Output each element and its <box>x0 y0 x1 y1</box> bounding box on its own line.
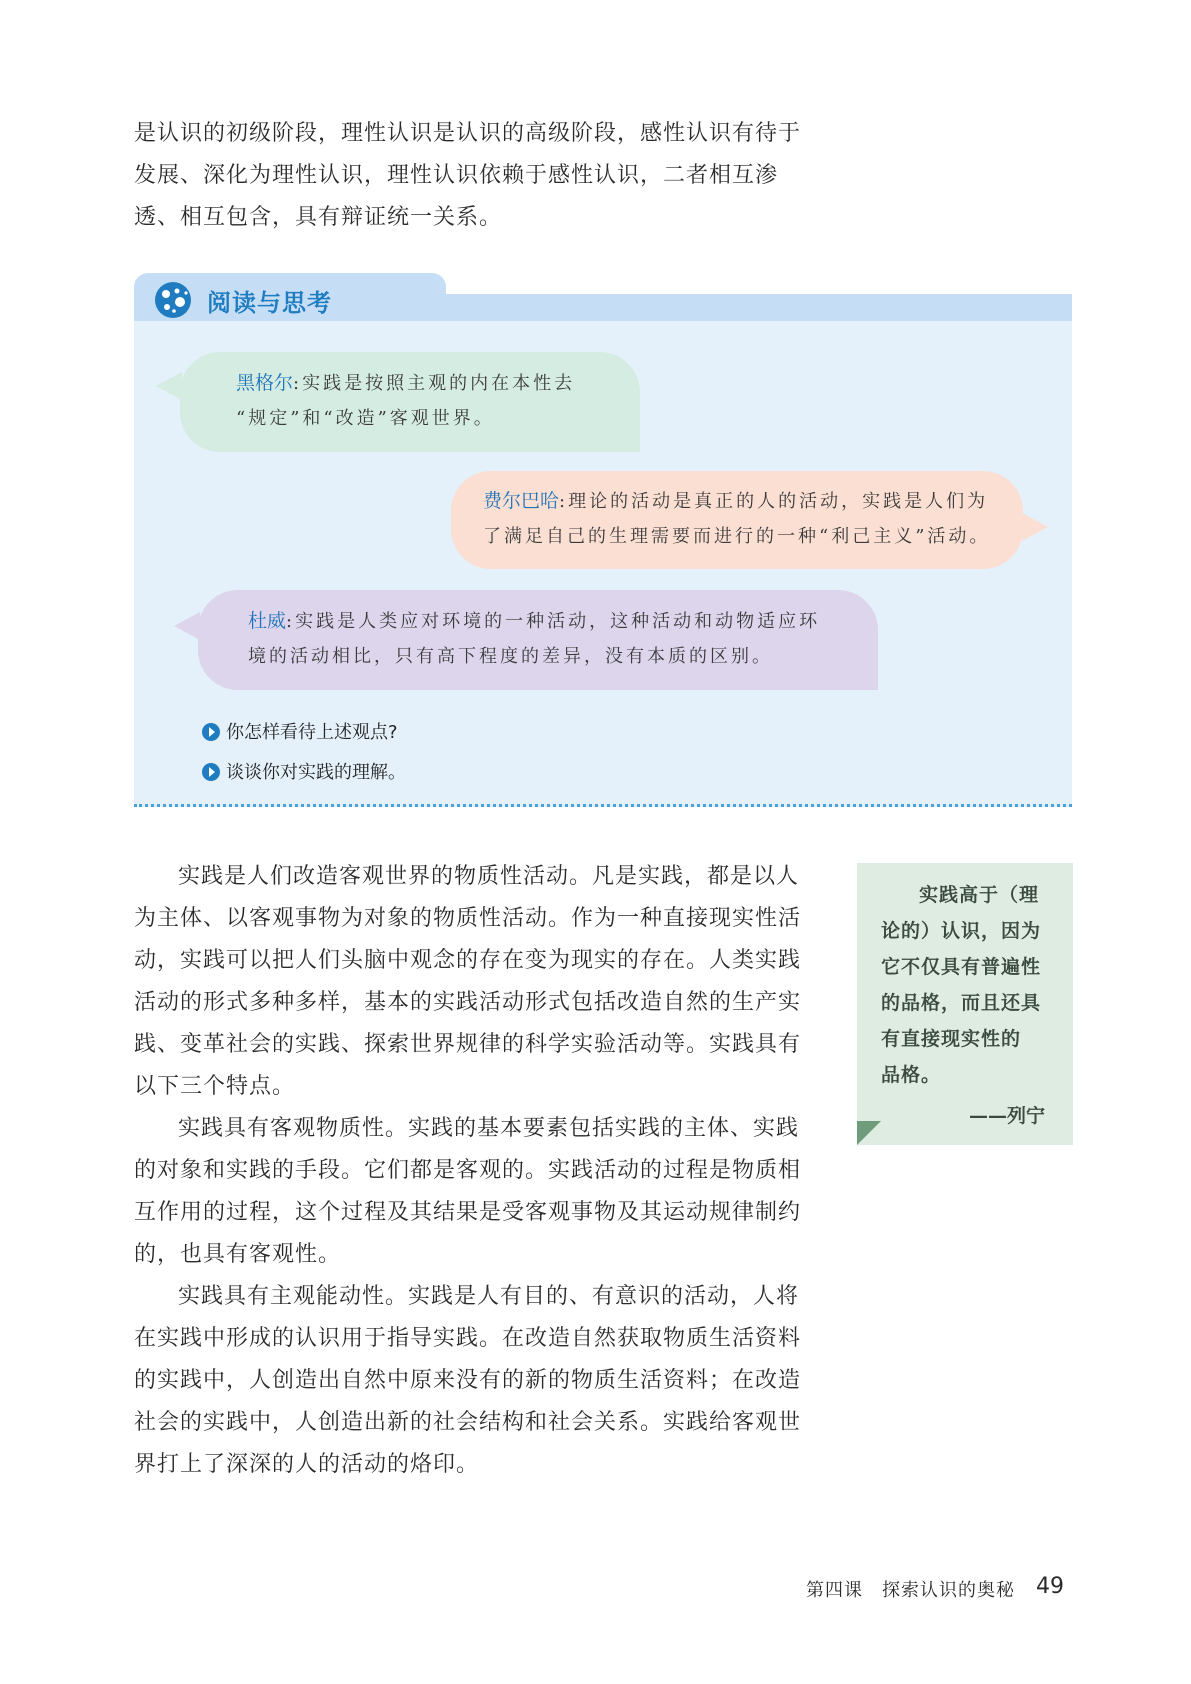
text-line: 为主体、以客观事物为对象的物质性活动。作为一种直接现实性活 <box>134 906 802 931</box>
text-line: 发展、深化为理性认识，理性认识依赖于感性认识，二者相互渗 <box>134 163 779 188</box>
chapter-footer: 第四课 探索认识的奥秘 <box>806 1580 1015 1601</box>
question-text: 你怎样看待上述观点? <box>226 722 398 743</box>
text-line: 的实践中，人创造出自然中原来没有的新的物质生活资料；在改造 <box>134 1368 802 1393</box>
text-line: 以下三个特点。 <box>134 1074 296 1099</box>
speaker-name: 黑格尔 <box>236 372 294 394</box>
bubble-tail <box>174 612 200 640</box>
text-line: 透、相互包含，具有辩证统一关系。 <box>134 205 503 230</box>
quote-bubble-hegel <box>180 352 640 452</box>
main-text <box>134 856 834 1486</box>
text-line: 动，实践可以把人们头脑中观念的存在变为现实的存在。人类实践 <box>134 948 802 973</box>
quote-text: :实践是人类应对环境的一种活动，这种活动和动物适应环 <box>286 611 821 632</box>
discussion-question <box>202 758 406 784</box>
quote-text: :实践是按照主观的内在本性去 <box>293 373 576 394</box>
quote-text: :理论的活动是真正的人的活动，实践是人们为 <box>559 491 989 512</box>
quote-text: 境的活动相比，只有高下程度的差异，没有本质的区别。 <box>248 646 773 667</box>
play-arrow-icon <box>202 723 220 741</box>
quote-line: 品格。 <box>881 1064 942 1086</box>
text-line: 实践是人们改造客观世界的物质性活动。凡是实践，都是以人 <box>178 864 800 889</box>
reading-globe-icon <box>153 280 193 320</box>
side-quote-text <box>881 877 1057 1093</box>
text-line: 活动的形式多种多样，基本的实践活动形式包括改造自然的生产实 <box>134 990 802 1015</box>
quote-text: 了满足自己的生理需要而进行的一种“利己主义”活动。 <box>483 526 991 547</box>
bubble-tail <box>156 372 182 400</box>
text-line: 实践具有客观物质性。实践的基本要素包括实践的主体、实践 <box>178 1116 800 1141</box>
text-line: 社会的实践中，人创造出新的社会结构和社会关系。实践给客观世 <box>134 1410 802 1435</box>
text-line: 实践具有主观能动性。实践是人有目的、有意识的活动，人将 <box>178 1284 800 1309</box>
page-number: 49 <box>1036 1574 1064 1599</box>
text-line: 的对象和实践的手段。它们都是客观的。实践活动的过程是物质相 <box>134 1158 802 1183</box>
quote-bubble-feuerbach <box>451 471 1023 569</box>
play-arrow-icon <box>202 763 220 781</box>
text-line: 的，也具有客观性。 <box>134 1242 342 1267</box>
paragraph <box>134 856 834 1108</box>
quote-line: 它不仅具有普遍性 <box>881 956 1042 978</box>
paragraph <box>134 1276 834 1486</box>
side-quote-box <box>857 863 1073 1145</box>
quote-bubble-dewey <box>198 590 878 690</box>
reading-box-title: 阅读与思考 <box>207 289 332 317</box>
quote-line: 论的）认识，因为 <box>881 920 1042 942</box>
quote-line: 实践高于（理 <box>919 884 1040 906</box>
quote-line: 的品格，而且还具 <box>881 992 1042 1014</box>
page-fold-corner <box>857 1121 881 1145</box>
quote-author: ——列宁 <box>968 1105 1045 1127</box>
text-line: 践、变革社会的实践、探索世界规律的科学实验活动等。实践具有 <box>134 1032 802 1057</box>
quote-line: 有直接现实性的 <box>881 1028 1022 1050</box>
speaker-name: 费尔巴哈 <box>483 490 560 512</box>
question-text: 谈谈你对实践的理解。 <box>226 762 406 783</box>
text-line: 是认识的初级阶段，理性认识是认识的高级阶段，感性认识有待于 <box>134 121 802 146</box>
speaker-name: 杜威 <box>248 610 287 632</box>
intro-paragraph <box>134 113 834 239</box>
text-line: 在实践中形成的认识用于指导实践。在改造自然获取物质生活资料 <box>134 1326 802 1351</box>
paragraph <box>134 1108 834 1276</box>
bubble-tail <box>1022 513 1048 541</box>
text-line: 互作用的过程，这个过程及其结果是受客观事物及其运动规律制约 <box>134 1200 802 1225</box>
quote-text: “规定”和“改造”客观世界。 <box>236 408 495 429</box>
text-line: 界打上了深深的人的活动的烙印。 <box>134 1452 480 1477</box>
discussion-question <box>202 718 398 744</box>
